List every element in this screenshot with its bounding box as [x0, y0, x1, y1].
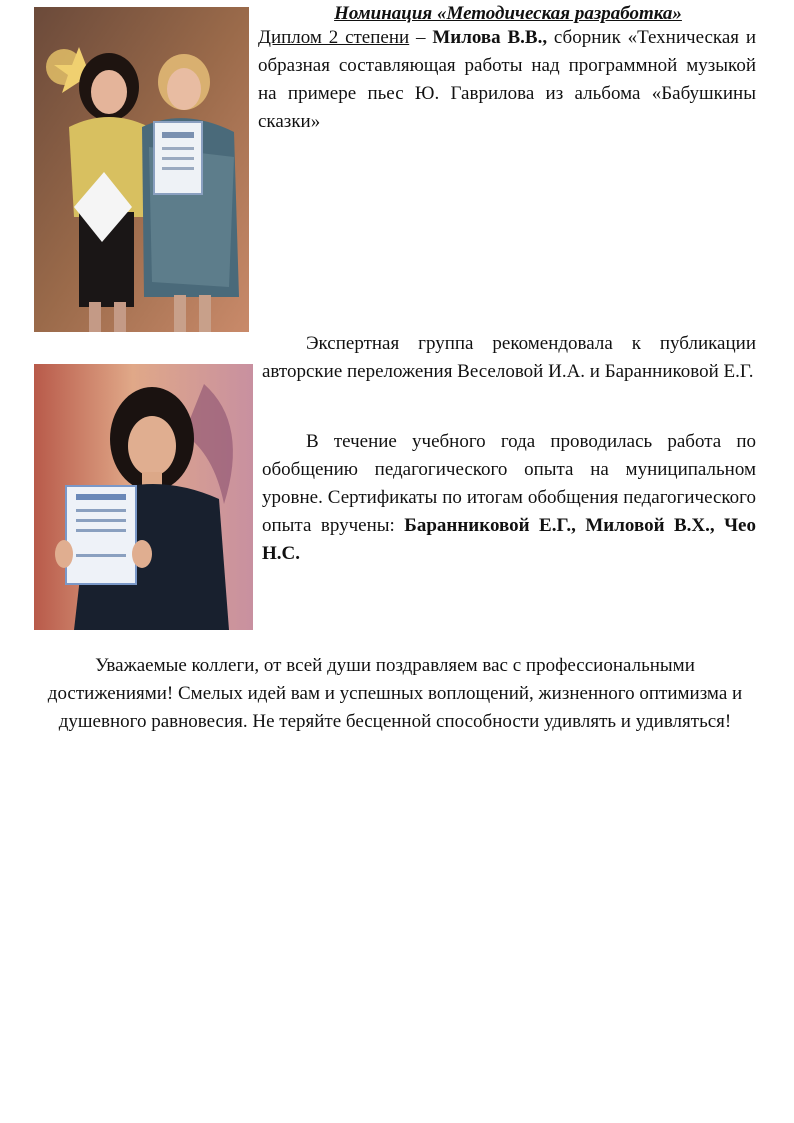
diploma-text: сборник «Техническая и образная составляющая работы над программной музыкой на примере пьес Ю. Гаврилова из альбома «Бабушкины сказки»: [258, 27, 757, 132]
year-work-text: В течение учебного года проводилась работа по обобщению педагогического опыта на муниципальном уровне. Сертификаты по итогам обобщения педагогического опыта вручены:: [262, 431, 756, 536]
year-work-paragraph: [262, 428, 756, 568]
diploma-recipient: Милова В.В.,: [432, 27, 548, 48]
diploma-paragraph: [258, 24, 756, 136]
diploma-dash: –: [409, 27, 433, 48]
expert-paragraph: [262, 330, 756, 386]
certificate-photo-woman: [34, 364, 253, 630]
certificate-photo-image: [34, 364, 253, 630]
expert-text: Экспертная группа рекомендовала к публикации авторские переложения Веселовой И.А. и Баранниковой Е.Г.: [262, 333, 756, 382]
award-photo-two-women: [34, 7, 249, 332]
greeting-paragraph: Уважаемые коллеги, от всей души поздравляем вас с профессиональными достижениями! Смелых идей вам и успешных воплощений, жизненного оптимизма и душевного равновесия. Не теряйте бесценной способности удивлять и удивляться!: [47, 655, 743, 732]
award-photo-image: [34, 7, 249, 332]
nomination-title: Номинация «Методическая разработка»: [334, 3, 682, 24]
diploma-degree: Диплом 2 степени: [258, 27, 410, 48]
certificate-recipients: Баранниковой Е.Г., Миловой В.Х., Чео Н.С.: [262, 515, 756, 564]
